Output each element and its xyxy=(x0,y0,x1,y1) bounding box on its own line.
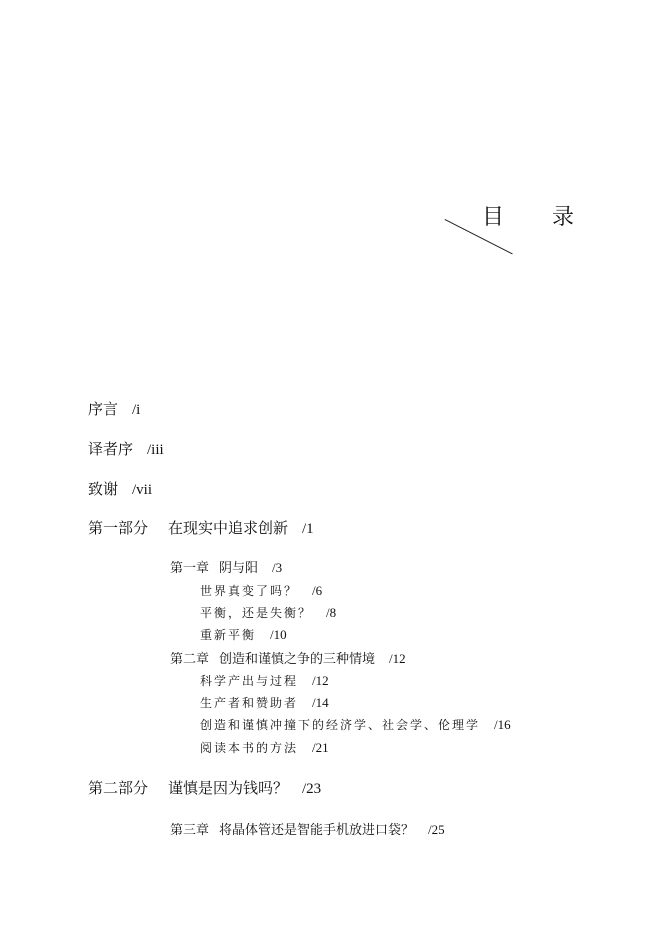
chapter-title: 将晶体管还是智能手机放进口袋？ xyxy=(219,823,415,838)
entry-page: /vii xyxy=(132,482,153,498)
section-page: /10 xyxy=(270,627,287,642)
toc-title-char-2: 录 xyxy=(552,205,575,230)
section-title: 创造和谨慎冲撞下的经济学、社会学、伦理学 xyxy=(200,718,481,732)
toc-entry-chapter-3[interactable] xyxy=(170,819,445,838)
toc-entry-acknowledgements[interactable] xyxy=(88,478,152,499)
toc-entry-section[interactable] xyxy=(200,716,511,733)
chapter-label: 第二章 xyxy=(170,652,210,667)
chapter-page: /25 xyxy=(428,822,445,837)
chapter-page: /3 xyxy=(272,560,283,575)
section-page: /14 xyxy=(312,695,329,710)
part-title: 谨慎是因为钱吗？ xyxy=(168,779,289,797)
toc-entry-section[interactable] xyxy=(200,672,329,689)
part-label: 第一部分 xyxy=(88,519,149,537)
section-page: /21 xyxy=(312,740,329,755)
entry-title: 致谢 xyxy=(88,480,119,498)
toc-entry-section[interactable] xyxy=(200,626,287,643)
part-title: 在现实中追求创新 xyxy=(168,519,289,537)
toc-entry-preface[interactable] xyxy=(88,398,140,419)
toc-entry-chapter-2[interactable] xyxy=(170,648,406,667)
toc-title-char-1: 目 xyxy=(482,205,505,230)
toc-entry-part-2[interactable] xyxy=(88,777,321,798)
part-label: 第二部分 xyxy=(88,779,149,797)
part-page: /23 xyxy=(302,781,322,797)
entry-title: 译者序 xyxy=(88,440,134,458)
chapter-title: 创造和谨慎之争的三种情境 xyxy=(219,652,376,667)
part-page: /1 xyxy=(302,521,314,537)
section-page: /8 xyxy=(326,605,337,620)
section-title: 阅读本书的方法 xyxy=(200,741,299,755)
chapter-title: 阴与阳 xyxy=(219,561,259,576)
section-title: 生产者和赞助者 xyxy=(200,696,299,710)
section-page: /16 xyxy=(494,717,511,732)
toc-entry-section[interactable] xyxy=(200,694,329,711)
toc-entry-section[interactable] xyxy=(200,604,336,621)
toc-entry-chapter-1[interactable] xyxy=(170,557,282,576)
toc-entry-part-1[interactable] xyxy=(88,517,314,538)
toc-entry-translator-preface[interactable] xyxy=(88,438,164,459)
toc-entry-section[interactable] xyxy=(200,582,322,599)
section-page: /6 xyxy=(312,583,323,598)
chapter-label: 第一章 xyxy=(170,561,210,576)
entry-page: /i xyxy=(132,402,141,418)
entry-title: 序言 xyxy=(88,400,119,418)
chapter-page: /12 xyxy=(389,651,406,666)
section-title: 世界真变了吗？ xyxy=(200,584,299,598)
section-title: 科学产出与过程 xyxy=(200,674,299,688)
section-title: 平衡，还是失衡？ xyxy=(200,606,313,620)
chapter-label: 第三章 xyxy=(170,823,210,838)
section-page: /12 xyxy=(312,673,329,688)
section-title: 重新平衡 xyxy=(200,628,257,642)
toc-entry-section[interactable] xyxy=(200,739,329,756)
entry-page: /iii xyxy=(147,442,164,458)
